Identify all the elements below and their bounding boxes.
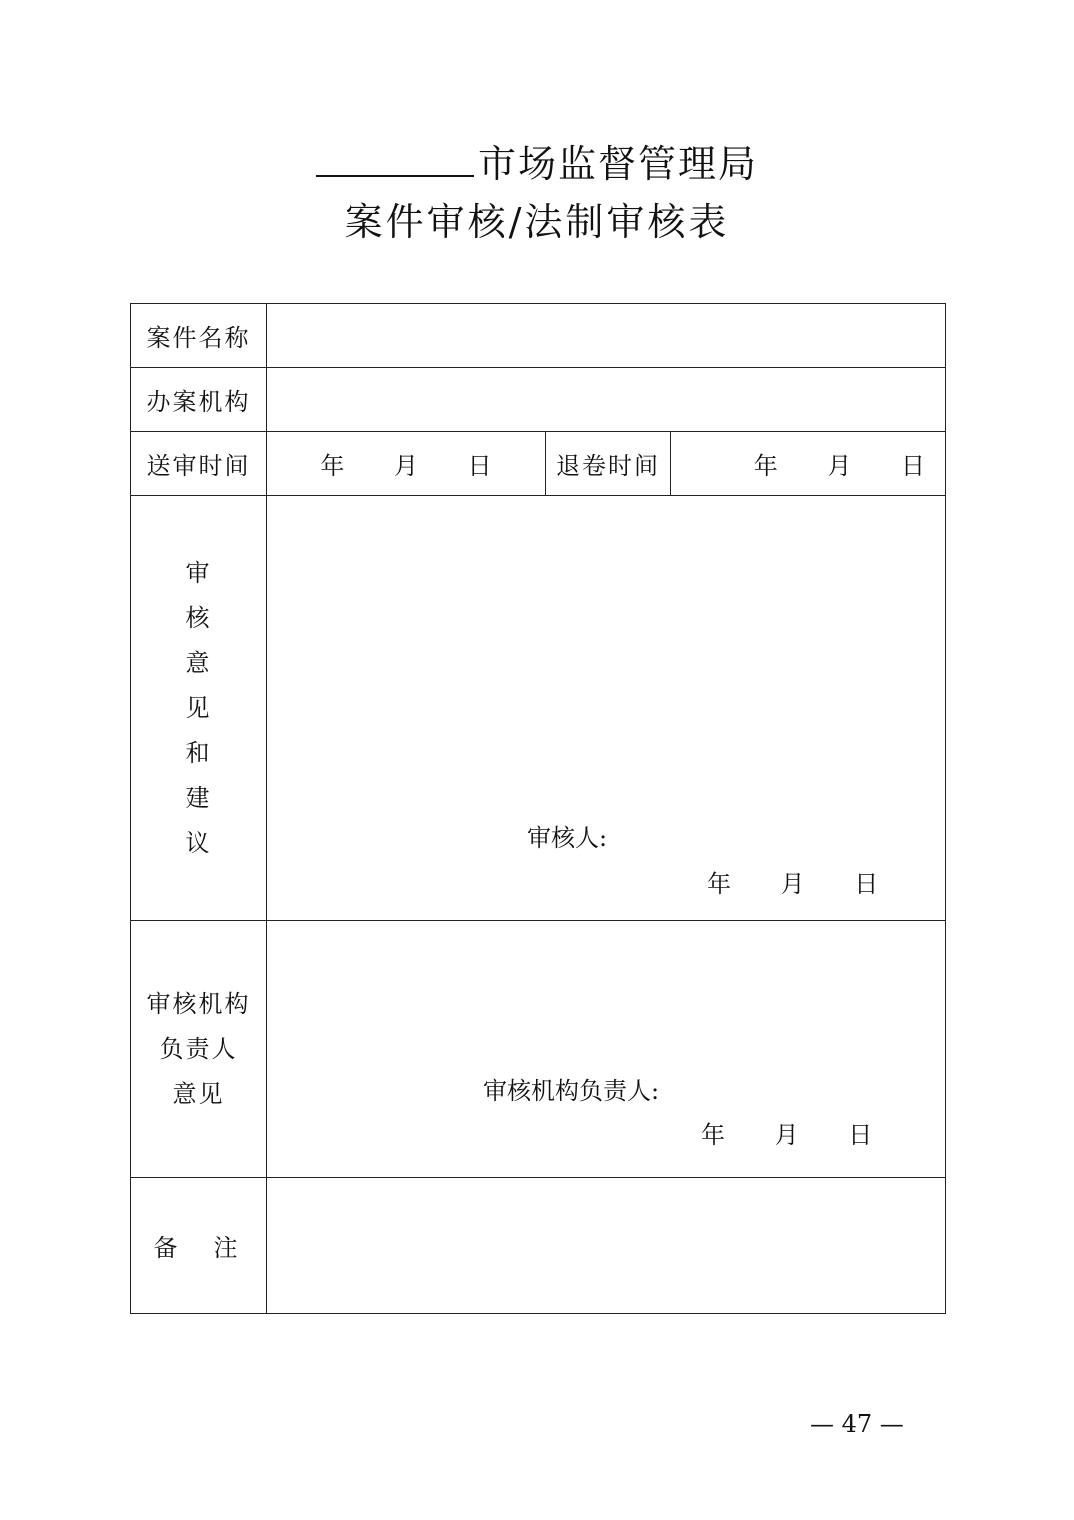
- review-opinion-char: 建: [185, 783, 212, 812]
- return-year-text: 年: [753, 452, 778, 480]
- review-opinion-char: 议: [185, 828, 212, 857]
- page-number: — 47 —: [810, 1410, 904, 1438]
- head-day-text: 日: [848, 1121, 873, 1149]
- head-month-text: 月: [774, 1121, 799, 1149]
- review-opinion-char: 和: [185, 738, 212, 767]
- head-opinion-label: [131, 921, 267, 1178]
- row-dates: [131, 432, 946, 496]
- submit-date-field[interactable]: [267, 432, 546, 496]
- review-opinion-char: 审: [185, 558, 212, 587]
- review-opinion-field[interactable]: [267, 496, 946, 921]
- review-form-table: [130, 303, 946, 1314]
- submit-time-label: 送审时间: [131, 432, 267, 496]
- return-time-label: 退卷时间: [546, 432, 671, 496]
- return-date-field[interactable]: [671, 432, 946, 496]
- head-date: [701, 1115, 872, 1150]
- reviewer-sign-label: 审核人:: [527, 824, 608, 852]
- row-review-opinion: [131, 496, 946, 921]
- agency-label: 办案机构: [131, 368, 267, 432]
- head-opinion-line: 负责人: [159, 1034, 238, 1063]
- submit-month-text: 月: [394, 452, 418, 480]
- review-opinion-label: [131, 496, 267, 921]
- reviewer-month-text: 月: [780, 870, 805, 898]
- document-title: [0, 138, 1074, 248]
- head-opinion-field[interactable]: [267, 921, 946, 1178]
- review-opinion-char: 核: [185, 603, 212, 632]
- reviewer-date: [707, 864, 878, 899]
- return-day-text: 日: [901, 452, 926, 480]
- reviewer-year-text: 年: [707, 870, 731, 898]
- submit-day-text: 日: [467, 452, 492, 480]
- case-name-field[interactable]: [267, 304, 946, 368]
- reviewer-day-text: 日: [854, 870, 879, 898]
- title-line-2: 案件审核/法制审核表: [344, 200, 730, 244]
- remarks-label: 备 注: [131, 1178, 267, 1314]
- title-authority-text: 市场监督管理局: [477, 142, 758, 186]
- head-year-text: 年: [701, 1121, 725, 1149]
- submit-year-text: 年: [320, 452, 345, 480]
- return-month-text: 月: [827, 452, 852, 480]
- row-case-name: [131, 304, 946, 368]
- row-agency: [131, 368, 946, 432]
- row-remarks: [131, 1178, 946, 1314]
- review-opinion-char: 意: [185, 648, 212, 677]
- remarks-field[interactable]: [267, 1178, 946, 1314]
- agency-field[interactable]: [267, 368, 946, 432]
- head-sign-label: 审核机构负责人:: [483, 1077, 660, 1105]
- head-opinion-line: 审核机构: [146, 989, 251, 1018]
- review-opinion-char: 见: [185, 693, 212, 722]
- head-opinion-line: 意见: [172, 1079, 225, 1108]
- case-name-label: 案件名称: [131, 304, 267, 368]
- title-line-1: [0, 138, 1074, 190]
- row-head-opinion: [131, 921, 946, 1178]
- title-blank-underline: [316, 139, 474, 177]
